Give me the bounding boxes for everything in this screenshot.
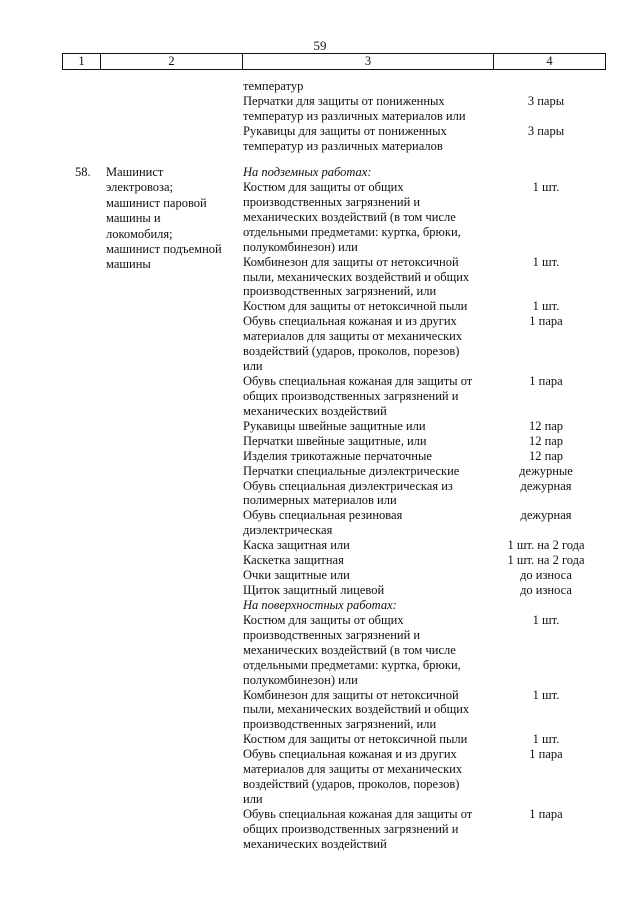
list-item xyxy=(0,777,640,792)
item-description: Костюм для защиты от общих xyxy=(243,179,404,194)
list-item xyxy=(0,284,640,299)
item-description: Обувь специальная кожаная для защиты от xyxy=(243,806,473,821)
list-item xyxy=(0,419,640,434)
item-description: Костюм для защиты от нетоксичной пыли xyxy=(243,732,468,747)
column-header-2: 2 xyxy=(101,54,243,69)
list-item xyxy=(0,688,640,703)
item-quantity: 12 пар xyxy=(528,418,564,433)
item-description: полукомбинезон) или xyxy=(243,239,358,254)
job-title-line: локомобиля; xyxy=(106,226,173,241)
item-description: Обувь специальная кожаная и из других xyxy=(243,747,457,762)
column-header-3: 3 xyxy=(243,54,494,69)
item-description: материалов для защиты от механических xyxy=(243,762,463,777)
item-quantity: дежурная xyxy=(520,508,572,523)
item-description: Рукавицы для защиты от пониженных xyxy=(243,124,447,138)
item-description: производственных загрязнений, или xyxy=(243,284,437,299)
list-item xyxy=(0,79,640,94)
list-item xyxy=(0,702,640,717)
item-description: диэлектрическая xyxy=(243,523,333,538)
list-item xyxy=(0,508,640,523)
list-item xyxy=(0,255,640,270)
list-item xyxy=(0,109,640,124)
list-item xyxy=(0,434,640,449)
job-title-line: машины xyxy=(106,257,151,272)
item-quantity: 1 шт. xyxy=(532,254,560,269)
item-quantity: до износа xyxy=(520,583,572,598)
list-item xyxy=(0,314,640,329)
list-item xyxy=(0,464,640,479)
item-quantity: дежурные xyxy=(519,463,573,478)
item-description: полукомбинезон) или xyxy=(243,672,358,687)
item-description: температур xyxy=(243,79,304,93)
list-item xyxy=(0,822,640,837)
item-quantity: 1 пара xyxy=(529,747,563,762)
item-quantity: 1 шт. xyxy=(532,179,560,194)
item-description: механических воздействий (в том числе xyxy=(243,209,456,224)
item-description: пыли, механических воздействий и общих xyxy=(243,702,470,717)
item-description: Очки защитные или xyxy=(243,568,350,583)
item-description: Обувь специальная кожаная и из других xyxy=(243,314,457,329)
item-description: Обувь специальная резиновая xyxy=(243,508,403,523)
item-description: температур из различных материалов или xyxy=(243,109,466,123)
list-item xyxy=(0,270,640,285)
item-quantity: 1 пара xyxy=(529,806,563,821)
list-item xyxy=(0,837,640,852)
item-quantity: 12 пар xyxy=(528,448,564,463)
list-item xyxy=(0,762,640,777)
list-item xyxy=(0,329,640,344)
item-quantity: 1 шт. xyxy=(532,299,560,314)
item-quantity: 1 пара xyxy=(529,374,563,389)
column-header-row xyxy=(62,53,606,70)
item-description: Перчатки для защиты от пониженных xyxy=(243,94,445,108)
list-item xyxy=(0,717,640,732)
item-description: Изделия трикотажные перчаточные xyxy=(243,448,432,463)
item-quantity: 1 пара xyxy=(529,314,563,329)
list-item xyxy=(0,449,640,464)
list-item xyxy=(0,613,640,628)
section-heading: На поверхностных работах: xyxy=(243,597,397,612)
item-description: производственных загрязнений и xyxy=(243,194,421,209)
list-item xyxy=(0,165,640,180)
list-item xyxy=(0,124,640,139)
list-item xyxy=(0,344,640,359)
list-item xyxy=(0,568,640,583)
item-description: Обувь специальная кожаная для защиты от xyxy=(243,374,473,389)
list-item xyxy=(0,523,640,538)
item-description: механических воздействий (в том числе xyxy=(243,642,456,657)
list-item xyxy=(0,94,640,109)
list-item xyxy=(0,479,640,494)
list-item xyxy=(0,493,640,508)
list-item xyxy=(0,225,640,240)
column-header-4: 4 xyxy=(546,54,553,68)
item-description: Перчатки специальные диэлектрические xyxy=(243,463,460,478)
column-header-1: 1 xyxy=(63,54,101,69)
item-description: Рукавицы швейные защитные или xyxy=(243,418,426,433)
item-description: Каска защитная или xyxy=(243,538,350,553)
item-description: Каскетка защитная xyxy=(243,553,344,568)
page-number: 59 xyxy=(313,38,327,53)
item-description: Щиток защитный лицевой xyxy=(243,583,385,598)
item-description: воздействий (ударов, проколов, порезов) xyxy=(243,344,460,359)
list-item xyxy=(0,658,640,673)
item-quantity: 3 пары xyxy=(527,124,565,138)
list-item xyxy=(0,807,640,822)
list-item xyxy=(0,747,640,762)
item-description: воздействий (ударов, проколов, порезов) xyxy=(243,777,460,792)
list-item xyxy=(0,643,640,658)
item-description: механических воздействий xyxy=(243,836,387,851)
list-item xyxy=(0,299,640,314)
section-heading: На подземных работах: xyxy=(243,165,372,179)
item-description: Комбинезон для защиты от нетоксичной xyxy=(243,687,459,702)
list-item xyxy=(0,732,640,747)
list-item xyxy=(0,389,640,404)
job-title-line: Машинист xyxy=(106,165,164,179)
job-title-line: машинист паровой xyxy=(106,195,207,210)
item-description: отдельными предметами: куртка, брюки, xyxy=(243,657,461,672)
list-item xyxy=(0,583,640,598)
list-item xyxy=(0,240,640,255)
job-title-line: машины и xyxy=(106,211,161,226)
item-description: пыли, механических воздействий и общих xyxy=(243,269,470,284)
list-item xyxy=(0,673,640,688)
list-item xyxy=(0,404,640,419)
item-quantity: 1 шт. на 2 года xyxy=(507,553,585,568)
item-description: Перчатки швейные защитные, или xyxy=(243,433,427,448)
item-quantity: до износа xyxy=(520,568,572,583)
list-item xyxy=(0,553,640,568)
item-description: материалов для защиты от механических xyxy=(243,329,463,344)
item-description: температур из различных материалов xyxy=(243,139,443,153)
job-title-line: электровоза; xyxy=(106,180,173,195)
list-item xyxy=(0,180,640,195)
list-item xyxy=(0,210,640,225)
job-title-line: машинист подъемной xyxy=(106,242,222,257)
item-description: общих производственных загрязнений и xyxy=(243,821,459,836)
item-description: или xyxy=(243,359,263,374)
list-item xyxy=(0,538,640,553)
item-description: Костюм для защиты от общих xyxy=(243,612,404,627)
item-quantity: 1 шт. xyxy=(532,732,560,747)
item-description: Комбинезон для защиты от нетоксичной xyxy=(243,254,459,269)
item-quantity: 12 пар xyxy=(528,433,564,448)
list-item xyxy=(0,374,640,389)
item-description: производственных загрязнений, или xyxy=(243,717,437,732)
list-item xyxy=(0,195,640,210)
item-description: или xyxy=(243,792,263,807)
list-item xyxy=(0,598,640,613)
item-description: полимерных материалов или xyxy=(243,493,397,508)
list-item xyxy=(0,628,640,643)
item-description: общих производственных загрязнений и xyxy=(243,388,459,403)
list-item xyxy=(0,359,640,374)
item-quantity: 1 шт. xyxy=(532,687,560,702)
item-description: производственных загрязнений и xyxy=(243,627,421,642)
item-description: Обувь специальная диэлектрическая из xyxy=(243,478,453,493)
item-number: 58. xyxy=(75,165,91,179)
item-description: Костюм для защиты от нетоксичной пыли xyxy=(243,299,468,314)
item-quantity: дежурная xyxy=(520,478,572,493)
item-quantity: 1 шт. xyxy=(532,612,560,627)
item-description: отдельными предметами: куртка, брюки, xyxy=(243,224,461,239)
list-item xyxy=(0,139,640,154)
item-quantity: 3 пары xyxy=(527,94,565,108)
list-item xyxy=(0,792,640,807)
item-quantity: 1 шт. на 2 года xyxy=(507,538,585,553)
item-description: механических воздействий xyxy=(243,403,387,418)
